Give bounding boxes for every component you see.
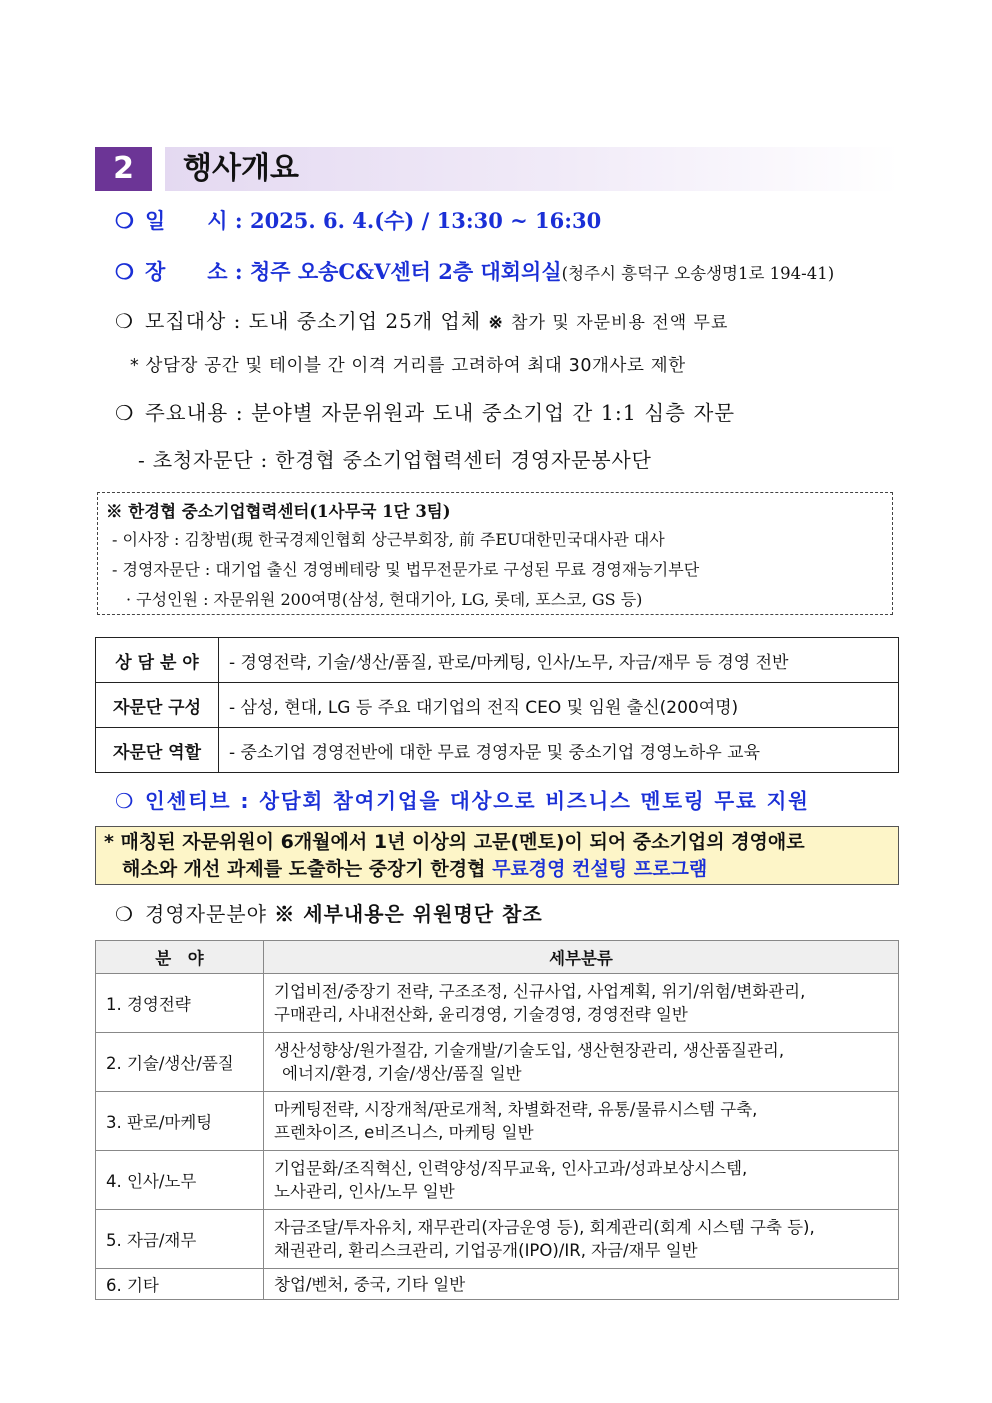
advisory-label: 경영자문분야 [145,902,267,926]
row-head: 자문단 구성 [96,683,219,728]
target-value: 도내 중소기업 25개 업체 [248,309,482,333]
target-label: 모집대상 [145,309,227,333]
detail-line: 자금조달/투자유치, 재무관리(자금운영 등), 회계관리(회계 시스템 구축 등), [274,1218,815,1237]
content-sep: : [235,401,244,425]
target-limit-note: * 상담장 공간 및 테이블 간 이격 거리를 고려하여 최대 30개사로 제한 [130,356,686,376]
row-value: - 경영전략, 기술/생산/품질, 판로/마케팅, 인사/노무, 자금/재무 등 경영 전반 [219,638,899,683]
table-row [96,1033,899,1092]
table-row [96,683,899,728]
detail-line: 노사관리, 인사/노무 일반 [274,1182,455,1201]
row-head: 자문단 역할 [96,728,219,773]
item-incentive [115,784,810,814]
field-cell: 3. 판로/마케팅 [96,1092,264,1151]
item-content [115,396,735,426]
detail-line: 기업비전/중장기 전략, 구조조정, 신규사업, 사업계획, 위기/위험/변화관리, [274,982,806,1001]
row-head: 상 담 분 야 [96,638,219,683]
advisory-detail-table [95,940,899,1300]
summary-table [95,637,899,773]
date-value: 2025. 6. 4.(수) / 13:30 ~ 16:30 [249,208,602,233]
place-sep: : [234,259,243,284]
detail-line: 창업/벤처, 중국, 기타 일반 [274,1274,466,1294]
place-value: 청주 오송C&V센터 2층 대회의실 [249,259,562,284]
table-row [96,638,899,683]
table-row [96,974,899,1033]
field-cell: 6. 기타 [96,1269,264,1300]
detail-line: 프렌차이즈, e비즈니스, 마케팅 일반 [274,1123,534,1142]
detail-cell [264,1210,899,1269]
item-date [115,205,601,235]
highlight-program: 무료경영 컨설팅 프로그램 [492,858,708,880]
detail-line: 생산성향상/원가절감, 기술개발/기술도입, 생산현장관리, 생산품질관리, [274,1041,785,1060]
content-label: 주요내용 [145,401,229,425]
column-header: 분 야 [96,941,264,974]
note-mark: ※ [488,313,504,333]
bullet-icon: ❍ [115,259,134,284]
bullet-icon: ❍ [115,789,136,813]
section-number: 2 [95,147,152,191]
detail-cell [264,974,899,1033]
place-label: 장 소 [145,259,228,284]
box-title: ※ 한경협 중소기업협력센터(1사무국 1단 3팀) [106,502,451,521]
center-info-box [97,492,893,615]
bullet-icon: ❍ [115,208,134,233]
target-note: 참가 및 자문비용 전액 무료 [511,313,729,333]
column-header: 세부분류 [264,941,899,974]
field-cell: 5. 자금/재무 [96,1210,264,1269]
section-title: 행사개요 [183,151,299,186]
date-sep: : [234,208,243,233]
box-line-chairman: - 이사장 : 김창범(現 한국경제인협회 상근부회장, 前 주EU대한민국대사관 대사 [112,530,665,549]
detail-line: 구매관리, 사내전산화, 윤리경영, 기술경영, 경영전략 일반 [274,1005,688,1024]
field-cell: 4. 인사/노무 [96,1151,264,1210]
content-value: 분야별 자문위원과 도내 중소기업 간 1:1 심층 자문 [251,401,736,425]
item-advisory [115,898,543,927]
detail-line: 기업문화/조직혁신, 인력양성/직무교육, 인사고과/성과보상시스템, [274,1159,748,1178]
field-cell: 1. 경영전략 [96,974,264,1033]
highlight-line-2: 해소와 개선 과제를 도출하는 중장기 한경협 [122,858,493,880]
row-value: - 삼성, 현대, LG 등 주요 대기업의 전직 CEO 및 임원 출신(200여명) [219,683,899,728]
item-target [115,305,728,334]
target-sep: : [233,309,242,333]
detail-line: 에너지/환경, 기술/생산/품질 일반 [282,1064,522,1083]
highlight-line-1: * 매칭된 자문위원이 6개월에서 1년 이상의 고문(멘토)이 되어 중소기업의 경영애로 [104,831,805,853]
detail-cell [264,1151,899,1210]
detail-cell [264,1269,899,1300]
bullet-icon: ❍ [115,309,134,333]
incentive-text: 인센티브 : 상담회 참여기업을 대상으로 비즈니스 멘토링 무료 지원 [145,789,810,813]
table-row [96,1151,899,1210]
table-row [96,1269,899,1300]
table-row [96,1092,899,1151]
item-place [115,256,834,286]
bullet-icon: ❍ [115,902,134,926]
table-row [96,728,899,773]
field-cell: 2. 기술/생산/품질 [96,1033,264,1092]
detail-cell [264,1092,899,1151]
place-address: (청주시 흥덕구 오송생명1로 194-41) [561,264,835,283]
bullet-icon: ❍ [115,401,135,425]
advisory-note: ※ 세부내용은 위원명단 참조 [274,902,543,926]
box-line-advisory: - 경영자문단 : 대기업 출신 경영베테랑 및 법무전문가로 구성된 무료 경영재능기부단 [112,560,700,579]
table-header-row [96,941,899,974]
content-sub: - 초청자문단 : 한경협 중소기업협력센터 경영자문봉사단 [138,448,652,472]
row-value: - 중소기업 경영전반에 대한 무료 경영자문 및 중소기업 경영노하우 교육 [219,728,899,773]
detail-cell [264,1033,899,1092]
detail-line: 마케팅전략, 시장개척/판로개척, 차별화전략, 유통/물류시스템 구축, [274,1100,758,1119]
mentoring-highlight-box [95,826,899,885]
detail-line: 채권관리, 환리스크관리, 기업공개(IPO)/IR, 자금/재무 일반 [274,1241,698,1260]
table-row [96,1210,899,1269]
date-label: 일 시 [145,208,228,233]
box-line-members: · 구성인원 : 자문위원 200여명(삼성, 현대기아, LG, 롯데, 포스코, GS 등) [126,590,643,609]
